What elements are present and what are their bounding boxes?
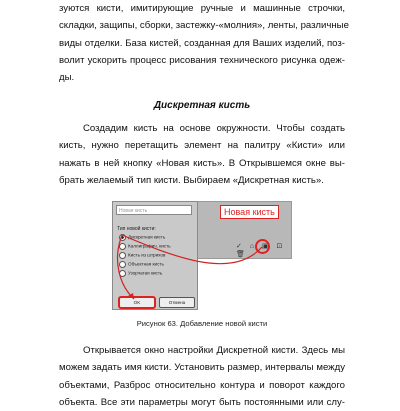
arrow-to-option	[122, 235, 262, 264]
text-line: Создадим кисть на основе окружности. Чтобы создать	[83, 123, 345, 134]
text-line: волит ускорить процесс рисования технического рисунка одеж-	[59, 54, 345, 66]
option-label: Кисть из штрихов	[128, 252, 166, 258]
text-line: Открывается окно настройки Дискретной кисти. Здесь мы	[83, 345, 345, 356]
option-label: Дискретная кисть	[128, 234, 166, 240]
brush-type-group-label: Тип новой кисти:	[117, 226, 156, 232]
brush-name-field[interactable]: Новая кисть	[116, 205, 192, 215]
paragraph-brush-creation	[59, 120, 345, 189]
text-line: нажать в ней кнопку «Новая кисть». В Открывшемся окне вы-	[59, 157, 345, 169]
annotation-arrows	[112, 201, 290, 310]
text-line: объекта. Все эти параметры могут быть постоянными или слу-	[59, 396, 345, 408]
arrow-to-ok	[118, 235, 134, 299]
cancel-button[interactable]: Отмена	[159, 297, 195, 308]
text-line: ды.	[59, 72, 75, 84]
text-line: можем задать имя кисти. Установить размер, интервалы между	[59, 362, 345, 374]
paragraph-brush-settings	[59, 342, 345, 411]
section-heading: Дискретная кисть	[153, 100, 251, 111]
text-line: кисть, нужно перетащить элемент на палитру «Кисти» или	[59, 140, 345, 152]
figure-caption: Рисунок 63. Добавление новой кисти	[136, 319, 268, 328]
text-line: объектами, Разброс относительно контура и поворот каждого	[59, 379, 345, 391]
ok-button[interactable]: OK	[119, 297, 155, 308]
new-brush-callout: Новая кисть	[220, 205, 279, 219]
text-line: брать желаемый тип кисти. Выбираем «Дискретная кисть».	[59, 174, 324, 186]
option-label: Каллиграфич. кисть	[128, 243, 171, 249]
text-line: виды отделки. База кистей, созданная для Ваших изделий, поз-	[59, 37, 345, 49]
text-line: складки, защипы, сборки, застежку-«молния», ленты, различные	[59, 20, 349, 32]
option-label: Объектная кисть	[128, 261, 164, 267]
panel-toolbar: ✓ ⌂ ▣ ⊡ 🗑	[236, 243, 286, 258]
option-label: Узорчатая кисть	[128, 270, 163, 276]
figure-new-brush	[112, 201, 290, 310]
paragraph-intro	[59, 0, 349, 86]
text-line: зуются кисти, имитирующие ручные и машинные строчки,	[59, 3, 345, 14]
